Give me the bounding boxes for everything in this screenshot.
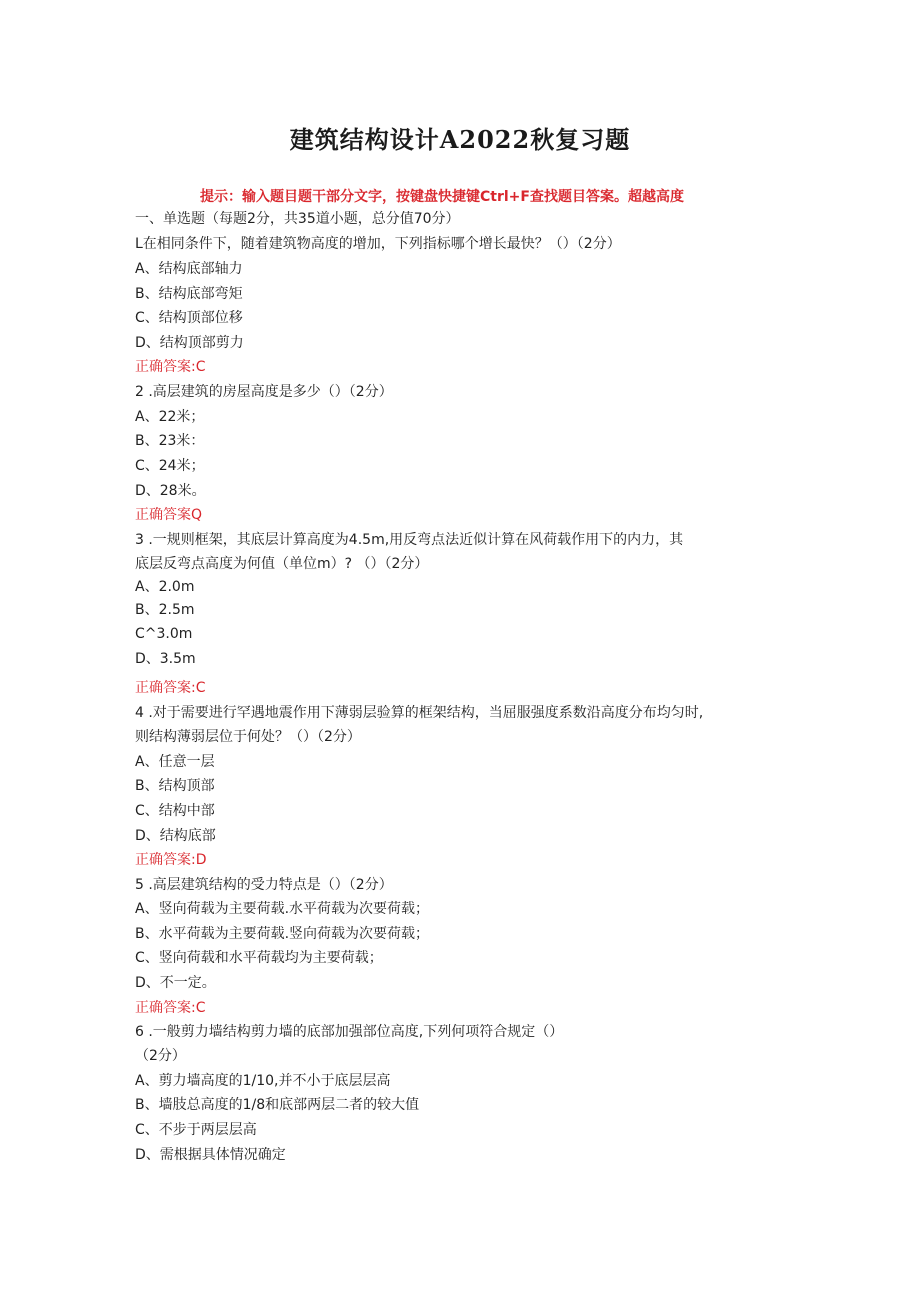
question-1-answer: 正确答案:C bbox=[135, 359, 206, 375]
question-5-option-d: D、不一定。 bbox=[135, 975, 216, 991]
question-5-option-a: A、竖向荷载为主要荷载.水平荷载为次要荷载； bbox=[135, 901, 430, 917]
question-6-option-b: B、墙肢总高度的1/8和底部两层二者的较大值 bbox=[135, 1097, 420, 1113]
question-4-option-c: C、结构中部 bbox=[135, 803, 215, 819]
question-1-option-d: D、结构顶部剪力 bbox=[135, 335, 244, 351]
question-4-stem-line-2: 则结构薄弱层位于何处？（）（2分） bbox=[135, 729, 361, 745]
question-2-option-c: C、24米； bbox=[135, 458, 205, 474]
question-4-option-d: D、结构底部 bbox=[135, 828, 216, 844]
document-title: 建筑结构设计A2022秋复习题 bbox=[289, 125, 631, 154]
question-3-stem-line-2: 底层反弯点高度为何值（单位m）? （）（2分） bbox=[135, 556, 429, 572]
question-2-option-a: A、22米； bbox=[135, 409, 205, 425]
question-6-option-a: A、剪力墙高度的1/10,并不小于底层层高 bbox=[135, 1073, 391, 1089]
question-1-option-a: A、结构底部轴力 bbox=[135, 261, 243, 277]
question-4-answer: 正确答案:D bbox=[135, 852, 207, 868]
question-5-answer: 正确答案:C bbox=[135, 1000, 206, 1016]
search-tip: 提示：输入题目题干部分文字，按键盘快捷键Ctrl+F查找题目答案。超越高度 bbox=[200, 189, 684, 205]
question-4-option-b: B、结构顶部 bbox=[135, 778, 215, 794]
section-heading: 一、单选题（每题2分，共35道小题，总分值70分） bbox=[135, 211, 460, 227]
question-4-option-a: A、任意一层 bbox=[135, 754, 215, 770]
question-6-option-c: C、不步于两层层高 bbox=[135, 1122, 257, 1138]
question-6-option-d: D、需根据具体情况确定 bbox=[135, 1147, 286, 1163]
question-3-stem-line-1: 3 .一规则框架，其底层计算高度为4.5m,用反弯点法近似计算在风荷载作用下的内力，其 bbox=[135, 532, 684, 548]
question-6-stem-line-1: 6 .一般剪力墙结构剪力墙的底部加强部位高度,下列何项符合规定（） bbox=[135, 1024, 564, 1040]
question-5-stem: 5 .高层建筑结构的受力特点是（）（2分） bbox=[135, 877, 393, 893]
question-3-answer: 正确答案:C bbox=[135, 680, 206, 696]
question-2-option-d: D、28米。 bbox=[135, 483, 206, 499]
question-2-option-b: B、23米： bbox=[135, 433, 205, 449]
question-1-option-b: B、结构底部弯矩 bbox=[135, 286, 243, 302]
question-3-option-b: B、2.5m bbox=[135, 602, 195, 618]
question-4-stem-line-1: 4 .对于需要进行罕遇地震作用下薄弱层验算的框架结构，当屈服强度系数沿高度分布均匀时, bbox=[135, 705, 704, 721]
question-2-stem: 2 .高层建筑的房屋高度是多少（）（2分） bbox=[135, 384, 393, 400]
question-1-stem: L在相同条件下，随着建筑物高度的增加，下列指标哪个增长最快？（）（2分） bbox=[135, 236, 621, 252]
question-3-option-a: A、2.0m bbox=[135, 579, 195, 595]
question-1-option-c: C、结构顶部位移 bbox=[135, 310, 243, 326]
question-6-stem-line-2: （2分） bbox=[135, 1048, 186, 1064]
question-3-option-d: D、3.5m bbox=[135, 651, 196, 667]
question-2-answer: 正确答案Q bbox=[135, 507, 203, 523]
question-5-option-c: C、竖向荷载和水平荷载均为主要荷载； bbox=[135, 950, 383, 966]
question-3-option-c: C^3.0m bbox=[135, 626, 193, 642]
question-5-option-b: B、水平荷载为主要荷载.竖向荷载为次要荷载； bbox=[135, 926, 430, 942]
